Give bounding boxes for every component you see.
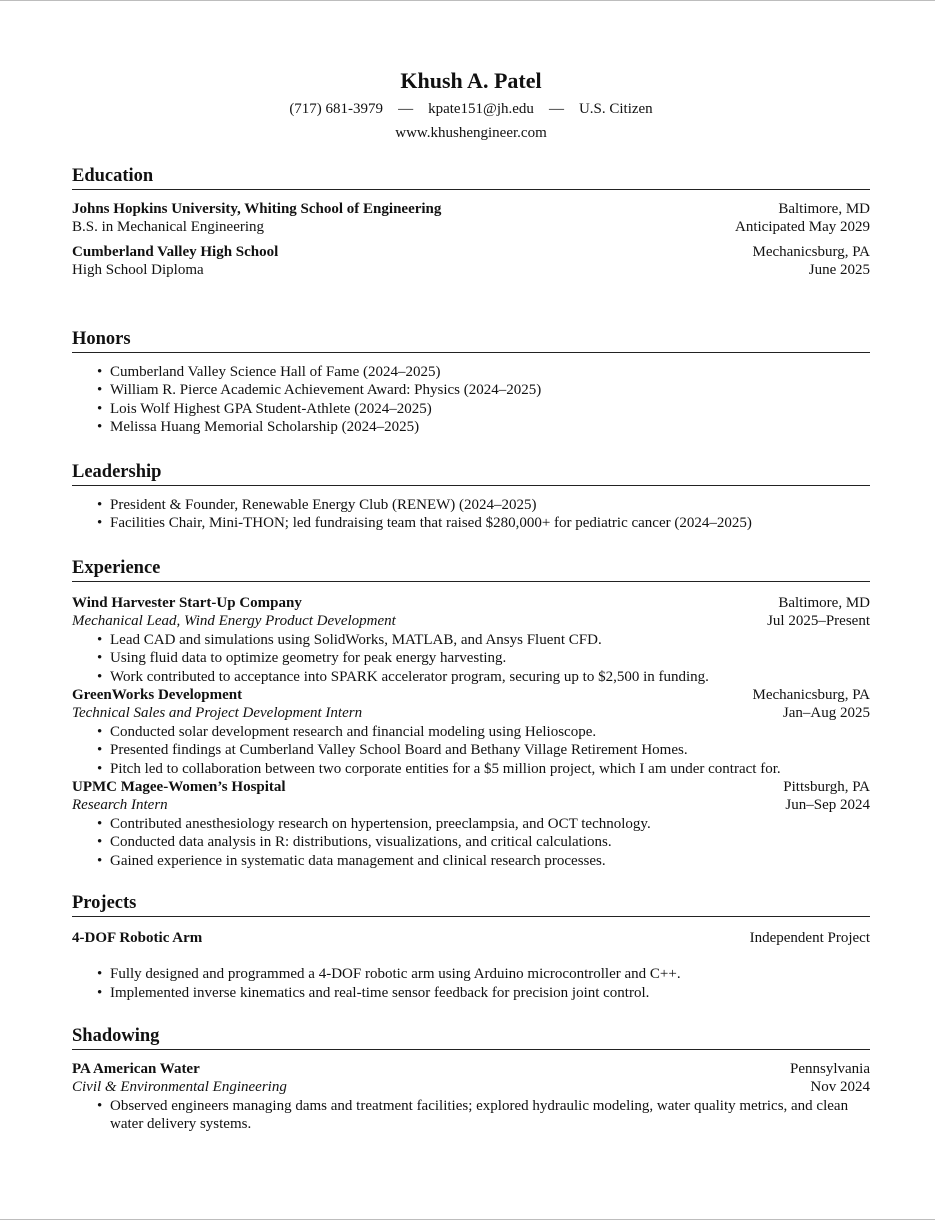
resume-name: Khush A. Patel [400, 68, 542, 93]
organization-location: Pittsburgh, PA [783, 779, 870, 795]
degree: B.S. in Mechanical Engineering [72, 219, 265, 236]
section-title-leadership: Leadership [72, 461, 870, 486]
contact-separator: — [548, 101, 564, 117]
section-title-honors: Honors [72, 328, 870, 353]
experience-bullets [72, 815, 870, 870]
degree-date: Anticipated May 2029 [735, 219, 870, 236]
list-item: • Pitch led to collaboration between two corporate entities for a $5 million project, which I am under contract for. [110, 760, 870, 778]
list-item: • Fully designed and programmed a 4-DOF robotic arm using Arduino microcontroller and C++. [110, 965, 870, 983]
list-item: • Observed engineers managing dams and treatment facilities; explored hydraulic modeling, water quality metrics, and clean water delivery systems. [110, 1097, 870, 1134]
project-type: Independent Project [749, 930, 870, 946]
shadowing-date: Nov 2024 [810, 1079, 870, 1096]
phone-number: (717) 681-3979 [289, 101, 384, 117]
project-name: 4-DOF Robotic Arm [72, 930, 203, 946]
list-item: • Facilities Chair, Mini-THON; led fundraising team that raised $280,000+ for pediatric cancer (2024–2025) [110, 514, 870, 532]
honors-section [72, 328, 870, 437]
projects-section [72, 892, 870, 1002]
contact-separator: — [398, 101, 414, 117]
education-entry [72, 200, 870, 237]
school-name: Cumberland Valley High School [72, 243, 279, 260]
project-entry [72, 929, 870, 1002]
role-title: Technical Sales and Project Development Intern [72, 705, 363, 722]
experience-bullets [72, 631, 870, 686]
list-item: • Cumberland Valley Science Hall of Fame (2024–2025) [110, 363, 870, 381]
experience-bullets [72, 723, 870, 778]
organization-name: UPMC Magee-Women’s Hospital [72, 779, 286, 795]
experience-section [72, 557, 870, 870]
list-item: • Conducted solar development research and financial modeling using Helioscope. [110, 723, 870, 741]
organization-location: Baltimore, MD [778, 595, 870, 611]
citizenship: U.S. Citizen [578, 101, 653, 117]
list-item: • Work contributed to acceptance into SPARK accelerator program, securing up to $2,500 in funding. [110, 668, 870, 686]
list-item: • William R. Pierce Academic Achievement Award: Physics (2024–2025) [110, 381, 870, 399]
shadowing-field: Civil & Environmental Engineering [72, 1079, 287, 1096]
experience-entry [72, 686, 870, 778]
degree-date: June 2025 [808, 262, 870, 279]
list-item: • Gained experience in systematic data management and clinical research processes. [110, 852, 870, 870]
degree: High School Diploma [72, 262, 204, 279]
shadowing-section [72, 1025, 870, 1134]
section-title-experience: Experience [72, 557, 870, 582]
project-bullets [72, 965, 870, 1002]
education-entry [72, 243, 870, 280]
organization-name: GreenWorks Development [72, 687, 243, 703]
section-title-education: Education [72, 165, 870, 190]
page-top-border [0, 0, 935, 1]
role-title: Research Intern [72, 797, 168, 814]
website-link: www.khushengineer.com [395, 125, 547, 141]
school-location: Mechanicsburg, PA [752, 243, 870, 260]
experience-entry [72, 594, 870, 686]
organization-location: Mechanicsburg, PA [752, 687, 870, 703]
education-section [72, 165, 870, 280]
shadowing-bullets [72, 1097, 870, 1134]
list-item: • Contributed anesthesiology research on hypertension, preeclampsia, and OCT technology. [110, 815, 870, 833]
list-item: • Lead CAD and simulations using SolidWorks, MATLAB, and Ansys Fluent CFD. [110, 631, 870, 649]
honors-list [72, 363, 870, 437]
organization-location: Pennsylvania [790, 1061, 870, 1077]
leadership-list [72, 496, 870, 533]
list-item: • Presented findings at Cumberland Valley School Board and Bethany Village Retirement Homes. [110, 741, 870, 759]
section-title-shadowing: Shadowing [72, 1025, 870, 1050]
email-address: kpate151@jh.edu [428, 101, 534, 117]
school-location: Baltimore, MD [778, 201, 870, 217]
role-date: Jun–Sep 2024 [785, 797, 870, 814]
role-date: Jan–Aug 2025 [782, 705, 870, 722]
list-item: • Melissa Huang Memorial Scholarship (2024–2025) [110, 418, 870, 436]
list-item: • Implemented inverse kinematics and real-time sensor feedback for precision joint control. [110, 984, 870, 1002]
organization-name: Wind Harvester Start-Up Company [72, 595, 302, 611]
role-date: Jul 2025–Present [767, 613, 870, 630]
list-item: • Lois Wolf Highest GPA Student-Athlete (2024–2025) [110, 400, 870, 418]
organization-name: PA American Water [72, 1061, 200, 1077]
list-item: • Conducted data analysis in R: distributions, visualizations, and critical calculations. [110, 833, 870, 851]
experience-entry [72, 778, 870, 870]
section-title-projects: Projects [72, 892, 870, 917]
shadowing-entry [72, 1060, 870, 1134]
role-title: Mechanical Lead, Wind Energy Product Development [72, 613, 396, 630]
contact-line [72, 100, 870, 118]
school-name: Johns Hopkins University, Whiting School of Engineering [72, 201, 442, 217]
leadership-section [72, 461, 870, 533]
list-item: • Using fluid data to optimize geometry for peak energy harvesting. [110, 649, 870, 667]
list-item: • President & Founder, Renewable Energy Club (RENEW) (2024–2025) [110, 496, 870, 514]
